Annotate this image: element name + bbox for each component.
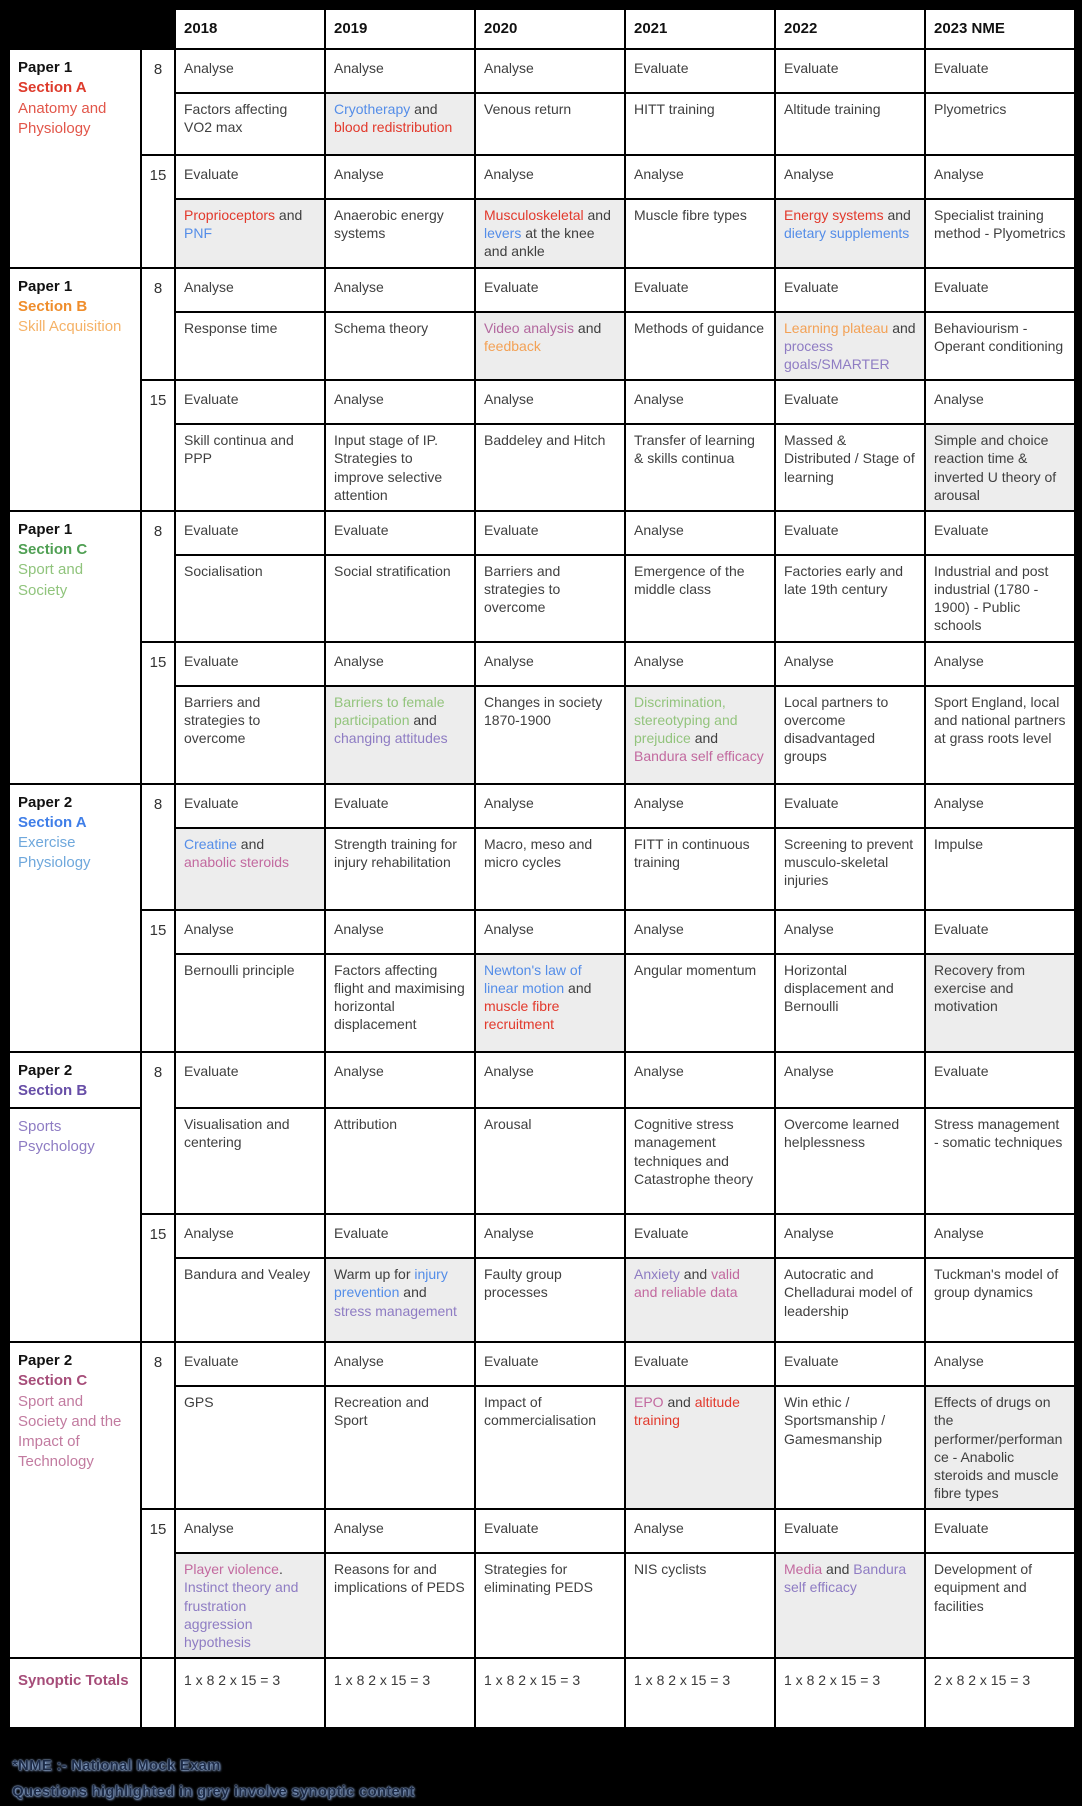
command-cell: Analyse bbox=[325, 155, 475, 199]
command-cell: Analyse bbox=[925, 1342, 1075, 1386]
command-cell: Evaluate bbox=[925, 1052, 1075, 1109]
mark-cell: 8 bbox=[141, 49, 175, 155]
footnote-grey-key: Questions highlighted in grey involve synoptic content bbox=[12, 1783, 415, 1801]
command-cell: Evaluate bbox=[775, 49, 925, 93]
command-cell: Evaluate bbox=[925, 910, 1075, 954]
topic-segment: and bbox=[663, 1394, 695, 1411]
topic-segment: feedback bbox=[484, 337, 541, 354]
corner-void bbox=[9, 9, 175, 49]
header-row bbox=[9, 9, 1075, 49]
topic-cell: Specialist training method - Plyometrics bbox=[925, 199, 1075, 268]
section-label-cell bbox=[9, 511, 141, 784]
topic-segment: and bbox=[679, 1266, 712, 1283]
command-cell: Analyse bbox=[925, 784, 1075, 828]
topic-cell: Socialisation bbox=[175, 555, 325, 642]
command-row bbox=[9, 49, 1075, 93]
command-cell: Analyse bbox=[925, 1214, 1075, 1258]
topic-cell: Screening to prevent musculo-skeletal injuries bbox=[775, 828, 925, 910]
topic-cell: Schema theory bbox=[325, 312, 475, 381]
section-label-cell bbox=[9, 1052, 141, 1109]
command-row bbox=[9, 380, 1075, 424]
paper-label: Paper 2 bbox=[18, 1352, 73, 1370]
topic-segment: stress management bbox=[334, 1302, 457, 1319]
topic-cell: Response time bbox=[175, 312, 325, 381]
topic-cell: Macro, meso and micro cycles bbox=[475, 828, 625, 910]
command-cell: Evaluate bbox=[175, 380, 325, 424]
topic-segment: and bbox=[409, 711, 437, 728]
totals-label-cell: Synoptic Totals bbox=[9, 1658, 141, 1728]
command-cell: Evaluate bbox=[925, 268, 1075, 312]
topic-segment: altitude training bbox=[634, 1394, 740, 1429]
exam-analysis-table bbox=[8, 8, 1076, 1729]
year-header: 2023 NME bbox=[925, 9, 1075, 49]
mark-cell: 8 bbox=[141, 784, 175, 910]
command-cell: Evaluate bbox=[175, 642, 325, 686]
command-cell: Analyse bbox=[775, 910, 925, 954]
topic-segment: and bbox=[410, 101, 438, 117]
command-cell: Analyse bbox=[475, 155, 625, 199]
command-cell: Analyse bbox=[625, 511, 775, 555]
command-cell: Evaluate bbox=[175, 511, 325, 555]
command-cell: Analyse bbox=[325, 49, 475, 93]
command-cell: Analyse bbox=[175, 268, 325, 312]
command-cell: Analyse bbox=[475, 642, 625, 686]
topic-segment: and bbox=[690, 730, 719, 746]
topic-segment: Effects of drugs on the performer/performance - Anabolic steroids and muscle fibre types bbox=[934, 1394, 1063, 1502]
command-cell: Evaluate bbox=[475, 511, 625, 555]
topic-segment: Recovery from exercise and motivation bbox=[934, 961, 1026, 1014]
topic-cell: Barriers and strategies to overcome bbox=[475, 555, 625, 642]
topic-segment: Video analysis bbox=[484, 319, 575, 336]
command-row bbox=[9, 1052, 1075, 1109]
section-label: Section A bbox=[18, 813, 87, 831]
section-topic-label: Sport and Society and the Impact of Technology bbox=[18, 1392, 122, 1471]
command-cell: Analyse bbox=[175, 1509, 325, 1553]
topic-segment: and bbox=[275, 207, 303, 223]
command-cell: Evaluate bbox=[775, 511, 925, 555]
topic-cell: Factors affecting VO2 max bbox=[175, 93, 325, 155]
topic-cell: Cognitive stress management techniques and Catastrophe theory bbox=[625, 1108, 775, 1214]
command-row bbox=[9, 1509, 1075, 1553]
section-topic-label: Skill Acquisition bbox=[18, 318, 122, 336]
totals-value-cell: 1 x 8 2 x 15 = 3 bbox=[775, 1658, 925, 1728]
command-cell: Evaluate bbox=[175, 1342, 325, 1386]
command-cell: Analyse bbox=[625, 784, 775, 828]
topic-segment: Energy systems bbox=[784, 207, 884, 223]
command-cell: Analyse bbox=[325, 1052, 475, 1109]
section-label-cell bbox=[9, 784, 141, 1052]
topic-segment: Proprioceptors bbox=[184, 207, 276, 223]
year-header: 2022 bbox=[775, 9, 925, 49]
topic-cell bbox=[475, 199, 625, 268]
topic-segment: . bbox=[278, 1561, 283, 1578]
topic-cell: Baddeley and Hitch bbox=[475, 424, 625, 511]
section-topic-label: Sport and Society bbox=[18, 561, 84, 599]
topic-cell: Arousal bbox=[475, 1108, 625, 1214]
topic-segment: Anxiety bbox=[634, 1266, 680, 1283]
topic-cell: Attribution bbox=[325, 1108, 475, 1214]
topic-cell bbox=[325, 1258, 475, 1342]
command-cell: Analyse bbox=[175, 49, 325, 93]
paper-label: Paper 1 bbox=[18, 59, 73, 76]
topic-segment: levers bbox=[484, 225, 522, 242]
topic-segment: Instinct theory and frustration aggression hypothesis bbox=[184, 1579, 299, 1650]
topic-cell: Massed & Distributed / Stage of learning bbox=[775, 424, 925, 511]
topic-cell: FITT in continuous training bbox=[625, 828, 775, 910]
command-cell: Evaluate bbox=[775, 1509, 925, 1553]
topic-cell: Venous return bbox=[475, 93, 625, 155]
command-cell: Evaluate bbox=[625, 268, 775, 312]
command-cell: Analyse bbox=[775, 155, 925, 199]
command-cell: Analyse bbox=[175, 910, 325, 954]
totals-value-cell: 1 x 8 2 x 15 = 3 bbox=[625, 1658, 775, 1728]
topic-cell bbox=[775, 312, 925, 381]
topic-cell bbox=[625, 1258, 775, 1342]
topic-cell: Autocratic and Chelladurai model of leadership bbox=[775, 1258, 925, 1342]
command-cell: Analyse bbox=[475, 1052, 625, 1109]
command-cell: Evaluate bbox=[925, 511, 1075, 555]
section-topic-label: Exercise Physiology bbox=[18, 834, 91, 872]
section-label-cell bbox=[9, 49, 141, 268]
topic-cell: Methods of guidance bbox=[625, 312, 775, 381]
topic-cell: NIS cyclists bbox=[625, 1553, 775, 1658]
command-cell: Analyse bbox=[325, 1509, 475, 1553]
command-cell: Analyse bbox=[625, 380, 775, 424]
topic-cell: Faulty group processes bbox=[475, 1258, 625, 1342]
topic-segment: Cryotherapy bbox=[334, 101, 411, 117]
topic-cell bbox=[175, 1553, 325, 1658]
topic-cell: Transfer of learning & skills continua bbox=[625, 424, 775, 511]
section-label: Section C bbox=[18, 1372, 88, 1390]
command-row bbox=[9, 268, 1075, 312]
topic-segment: and bbox=[883, 207, 911, 223]
command-cell: Evaluate bbox=[625, 1342, 775, 1386]
topic-segment: Discrimination, stereotyping and prejudice bbox=[634, 693, 738, 746]
mark-cell: 8 bbox=[141, 1342, 175, 1509]
topic-cell: Overcome learned helplessness bbox=[775, 1108, 925, 1214]
mark-cell: 15 bbox=[141, 910, 175, 1052]
topic-cell: Input stage of IP. Strategies to improve selective attention bbox=[325, 424, 475, 511]
command-cell: Analyse bbox=[625, 1052, 775, 1109]
topic-cell: Barriers and strategies to overcome bbox=[175, 686, 325, 784]
totals-value-cell: 1 x 8 2 x 15 = 3 bbox=[175, 1658, 325, 1728]
topic-segment: and bbox=[574, 319, 602, 336]
topic-cell: Sport England, local and national partners at grass roots level bbox=[925, 686, 1075, 784]
topic-cell bbox=[175, 199, 325, 268]
topic-cell: Anaerobic energy systems bbox=[325, 199, 475, 268]
section-label: Section A bbox=[18, 79, 87, 97]
topic-segment: EPO bbox=[634, 1394, 664, 1411]
command-cell: Evaluate bbox=[475, 268, 625, 312]
topic-cell: Angular momentum bbox=[625, 954, 775, 1052]
paper-label: Paper 2 bbox=[18, 1061, 73, 1079]
command-cell: Evaluate bbox=[625, 1214, 775, 1258]
topic-segment: and bbox=[399, 1284, 427, 1301]
topic-cell bbox=[325, 93, 475, 155]
topic-segment: Learning plateau bbox=[784, 319, 889, 336]
section-label-cell bbox=[9, 268, 141, 511]
command-cell: Evaluate bbox=[625, 49, 775, 93]
totals-mark-void bbox=[141, 1658, 175, 1728]
command-cell: Evaluate bbox=[775, 784, 925, 828]
topic-cell bbox=[325, 686, 475, 784]
totals-value-cell: 1 x 8 2 x 15 = 3 bbox=[325, 1658, 475, 1728]
command-row bbox=[9, 642, 1075, 686]
command-cell: Analyse bbox=[625, 155, 775, 199]
footnote-nme: *NME :- National Mock Exam bbox=[12, 1757, 221, 1775]
topic-segment: dietary supplements bbox=[784, 225, 910, 242]
command-row bbox=[9, 155, 1075, 199]
command-cell: Analyse bbox=[775, 642, 925, 686]
topic-cell: Impact of commercialisation bbox=[475, 1386, 625, 1509]
topic-segment: and bbox=[583, 207, 611, 223]
topic-cell: Recreation and Sport bbox=[325, 1386, 475, 1509]
command-cell: Evaluate bbox=[775, 1342, 925, 1386]
topic-cell: Behaviourism - Operant conditioning bbox=[925, 312, 1075, 381]
topic-segment: Creatine bbox=[184, 835, 237, 852]
paper-label: Paper 1 bbox=[18, 520, 73, 538]
topic-segment: Warm up for bbox=[334, 1266, 415, 1283]
topic-segment: blood redistribution bbox=[334, 119, 453, 136]
section-topic-label: Anatomy and Physiology bbox=[18, 99, 107, 137]
command-row bbox=[9, 1214, 1075, 1258]
topic-cell bbox=[625, 686, 775, 784]
topic-cell: Development of equipment and facilities bbox=[925, 1553, 1075, 1658]
command-cell: Analyse bbox=[475, 1214, 625, 1258]
topic-segment: and bbox=[236, 835, 265, 852]
topic-cell: Horizontal displacement and Bernoulli bbox=[775, 954, 925, 1052]
topic-cell: Emergence of the middle class bbox=[625, 555, 775, 642]
topic-cell bbox=[775, 199, 925, 268]
command-cell: Analyse bbox=[475, 380, 625, 424]
topic-cell bbox=[475, 312, 625, 381]
topic-cell: Factories early and late 19th century bbox=[775, 555, 925, 642]
topic-cell: Bandura and Vealey bbox=[175, 1258, 325, 1342]
topic-cell: Strategies for eliminating PEDS bbox=[475, 1553, 625, 1658]
topic-cell: Factors affecting flight and maximising horizontal displacement bbox=[325, 954, 475, 1052]
year-header: 2018 bbox=[175, 9, 325, 49]
topic-cell: Stress management - somatic techniques bbox=[925, 1108, 1075, 1214]
topic-cell: Win ethic / Sportsmanship / Gamesmanship bbox=[775, 1386, 925, 1509]
topic-cell bbox=[925, 424, 1075, 511]
topic-segment: and bbox=[564, 979, 592, 996]
topic-segment: changing attitudes bbox=[334, 730, 448, 746]
topic-segment: Bandura self efficacy bbox=[634, 748, 764, 765]
command-row bbox=[9, 511, 1075, 555]
topic-segment: anabolic steroids bbox=[184, 853, 290, 870]
command-cell: Analyse bbox=[325, 380, 475, 424]
command-cell: Evaluate bbox=[475, 1509, 625, 1553]
command-cell: Evaluate bbox=[175, 155, 325, 199]
command-cell: Evaluate bbox=[775, 268, 925, 312]
totals-value-cell: 2 x 8 2 x 15 = 3 bbox=[925, 1658, 1075, 1728]
topic-cell: Altitude training bbox=[775, 93, 925, 155]
command-cell: Evaluate bbox=[325, 511, 475, 555]
section-label-cell bbox=[9, 1108, 141, 1342]
topic-cell: Local partners to overcome disadvantaged groups bbox=[775, 686, 925, 784]
command-cell: Analyse bbox=[625, 910, 775, 954]
mark-cell: 15 bbox=[141, 1214, 175, 1342]
topic-segment: Player violence bbox=[184, 1561, 279, 1578]
command-cell: Evaluate bbox=[925, 49, 1075, 93]
topic-segment: injury prevention bbox=[334, 1266, 448, 1301]
command-cell: Analyse bbox=[175, 1214, 325, 1258]
topic-segment: Musculoskeletal bbox=[484, 207, 584, 223]
command-cell: Analyse bbox=[325, 268, 475, 312]
topic-cell: Plyometrics bbox=[925, 93, 1075, 155]
paper-label: Paper 1 bbox=[18, 277, 73, 295]
command-cell: Evaluate bbox=[325, 784, 475, 828]
year-header: 2019 bbox=[325, 9, 475, 49]
topic-cell bbox=[475, 954, 625, 1052]
topic-cell: Industrial and post industrial (1780 - 1900) - Public schools bbox=[925, 555, 1075, 642]
section-label-cell bbox=[9, 1342, 141, 1658]
command-cell: Analyse bbox=[925, 380, 1075, 424]
year-header: 2021 bbox=[625, 9, 775, 49]
mark-cell: 15 bbox=[141, 642, 175, 784]
mark-cell: 15 bbox=[141, 380, 175, 511]
command-cell: Evaluate bbox=[475, 1342, 625, 1386]
footnotes bbox=[12, 1753, 1082, 1806]
topic-segment: process goals/SMARTER bbox=[784, 337, 890, 372]
command-cell: Analyse bbox=[325, 1342, 475, 1386]
mark-cell: 15 bbox=[141, 1509, 175, 1658]
topic-cell bbox=[175, 828, 325, 910]
topic-cell: Social stratification bbox=[325, 555, 475, 642]
command-row bbox=[9, 1342, 1075, 1386]
topic-segment: Barriers to female participation bbox=[334, 693, 445, 728]
command-cell: Analyse bbox=[325, 910, 475, 954]
command-cell: Evaluate bbox=[925, 1509, 1075, 1553]
section-label: Section C bbox=[18, 541, 88, 559]
topic-segment: Simple and choice reaction time & inverted U theory of arousal bbox=[934, 432, 1057, 503]
command-row bbox=[9, 784, 1075, 828]
command-cell: Analyse bbox=[625, 642, 775, 686]
command-cell: Analyse bbox=[925, 155, 1075, 199]
mark-cell: 15 bbox=[141, 155, 175, 268]
topic-cell bbox=[925, 954, 1075, 1052]
topic-cell: Strength training for injury rehabilitation bbox=[325, 828, 475, 910]
command-cell: Analyse bbox=[775, 1214, 925, 1258]
command-cell: Analyse bbox=[475, 784, 625, 828]
topic-cell: GPS bbox=[175, 1386, 325, 1509]
paper-label: Paper 2 bbox=[18, 793, 73, 811]
topic-segment: at the knee and ankle bbox=[484, 225, 595, 260]
year-header: 2020 bbox=[475, 9, 625, 49]
mark-cell: 8 bbox=[141, 268, 175, 381]
topic-segment: Media bbox=[784, 1561, 823, 1578]
totals-value-cell: 1 x 8 2 x 15 = 3 bbox=[475, 1658, 625, 1728]
topic-segment: Newton's law of linear motion bbox=[484, 961, 582, 996]
command-cell: Analyse bbox=[775, 1052, 925, 1109]
topic-segment: and bbox=[888, 319, 916, 336]
topic-cell: Skill continua and PPP bbox=[175, 424, 325, 511]
command-cell: Analyse bbox=[475, 49, 625, 93]
topic-cell: Tuckman's model of group dynamics bbox=[925, 1258, 1075, 1342]
topic-segment: Bandura self efficacy bbox=[784, 1561, 907, 1596]
mark-cell: 8 bbox=[141, 1052, 175, 1215]
topic-cell: Impulse bbox=[925, 828, 1075, 910]
topic-cell: Visualisation and centering bbox=[175, 1108, 325, 1214]
command-cell: Evaluate bbox=[775, 380, 925, 424]
topic-cell: HITT training bbox=[625, 93, 775, 155]
topic-cell bbox=[925, 1386, 1075, 1509]
command-cell: Evaluate bbox=[175, 784, 325, 828]
command-cell: Analyse bbox=[925, 642, 1075, 686]
topic-cell: Changes in society 1870-1900 bbox=[475, 686, 625, 784]
section-topic-label: Sports Psychology bbox=[18, 1118, 95, 1156]
section-label: Section B bbox=[18, 297, 88, 315]
command-cell: Analyse bbox=[475, 910, 625, 954]
topic-cell: Muscle fibre types bbox=[625, 199, 775, 268]
mark-cell: 8 bbox=[141, 511, 175, 642]
section-label: Section B bbox=[18, 1081, 88, 1099]
topic-segment: muscle fibre recruitment bbox=[484, 998, 560, 1033]
command-cell: Analyse bbox=[625, 1509, 775, 1553]
command-cell: Evaluate bbox=[175, 1052, 325, 1109]
command-row bbox=[9, 910, 1075, 954]
synoptic-totals-row bbox=[9, 1658, 1075, 1728]
topic-segment: and bbox=[822, 1561, 854, 1578]
topic-cell: Bernoulli principle bbox=[175, 954, 325, 1052]
topic-segment: valid and reliable data bbox=[634, 1266, 740, 1301]
topic-cell bbox=[775, 1553, 925, 1658]
command-cell: Evaluate bbox=[325, 1214, 475, 1258]
topic-segment: PNF bbox=[184, 225, 212, 242]
command-cell: Analyse bbox=[325, 642, 475, 686]
topic-cell: Reasons for and implications of PEDS bbox=[325, 1553, 475, 1658]
topic-cell bbox=[625, 1386, 775, 1509]
